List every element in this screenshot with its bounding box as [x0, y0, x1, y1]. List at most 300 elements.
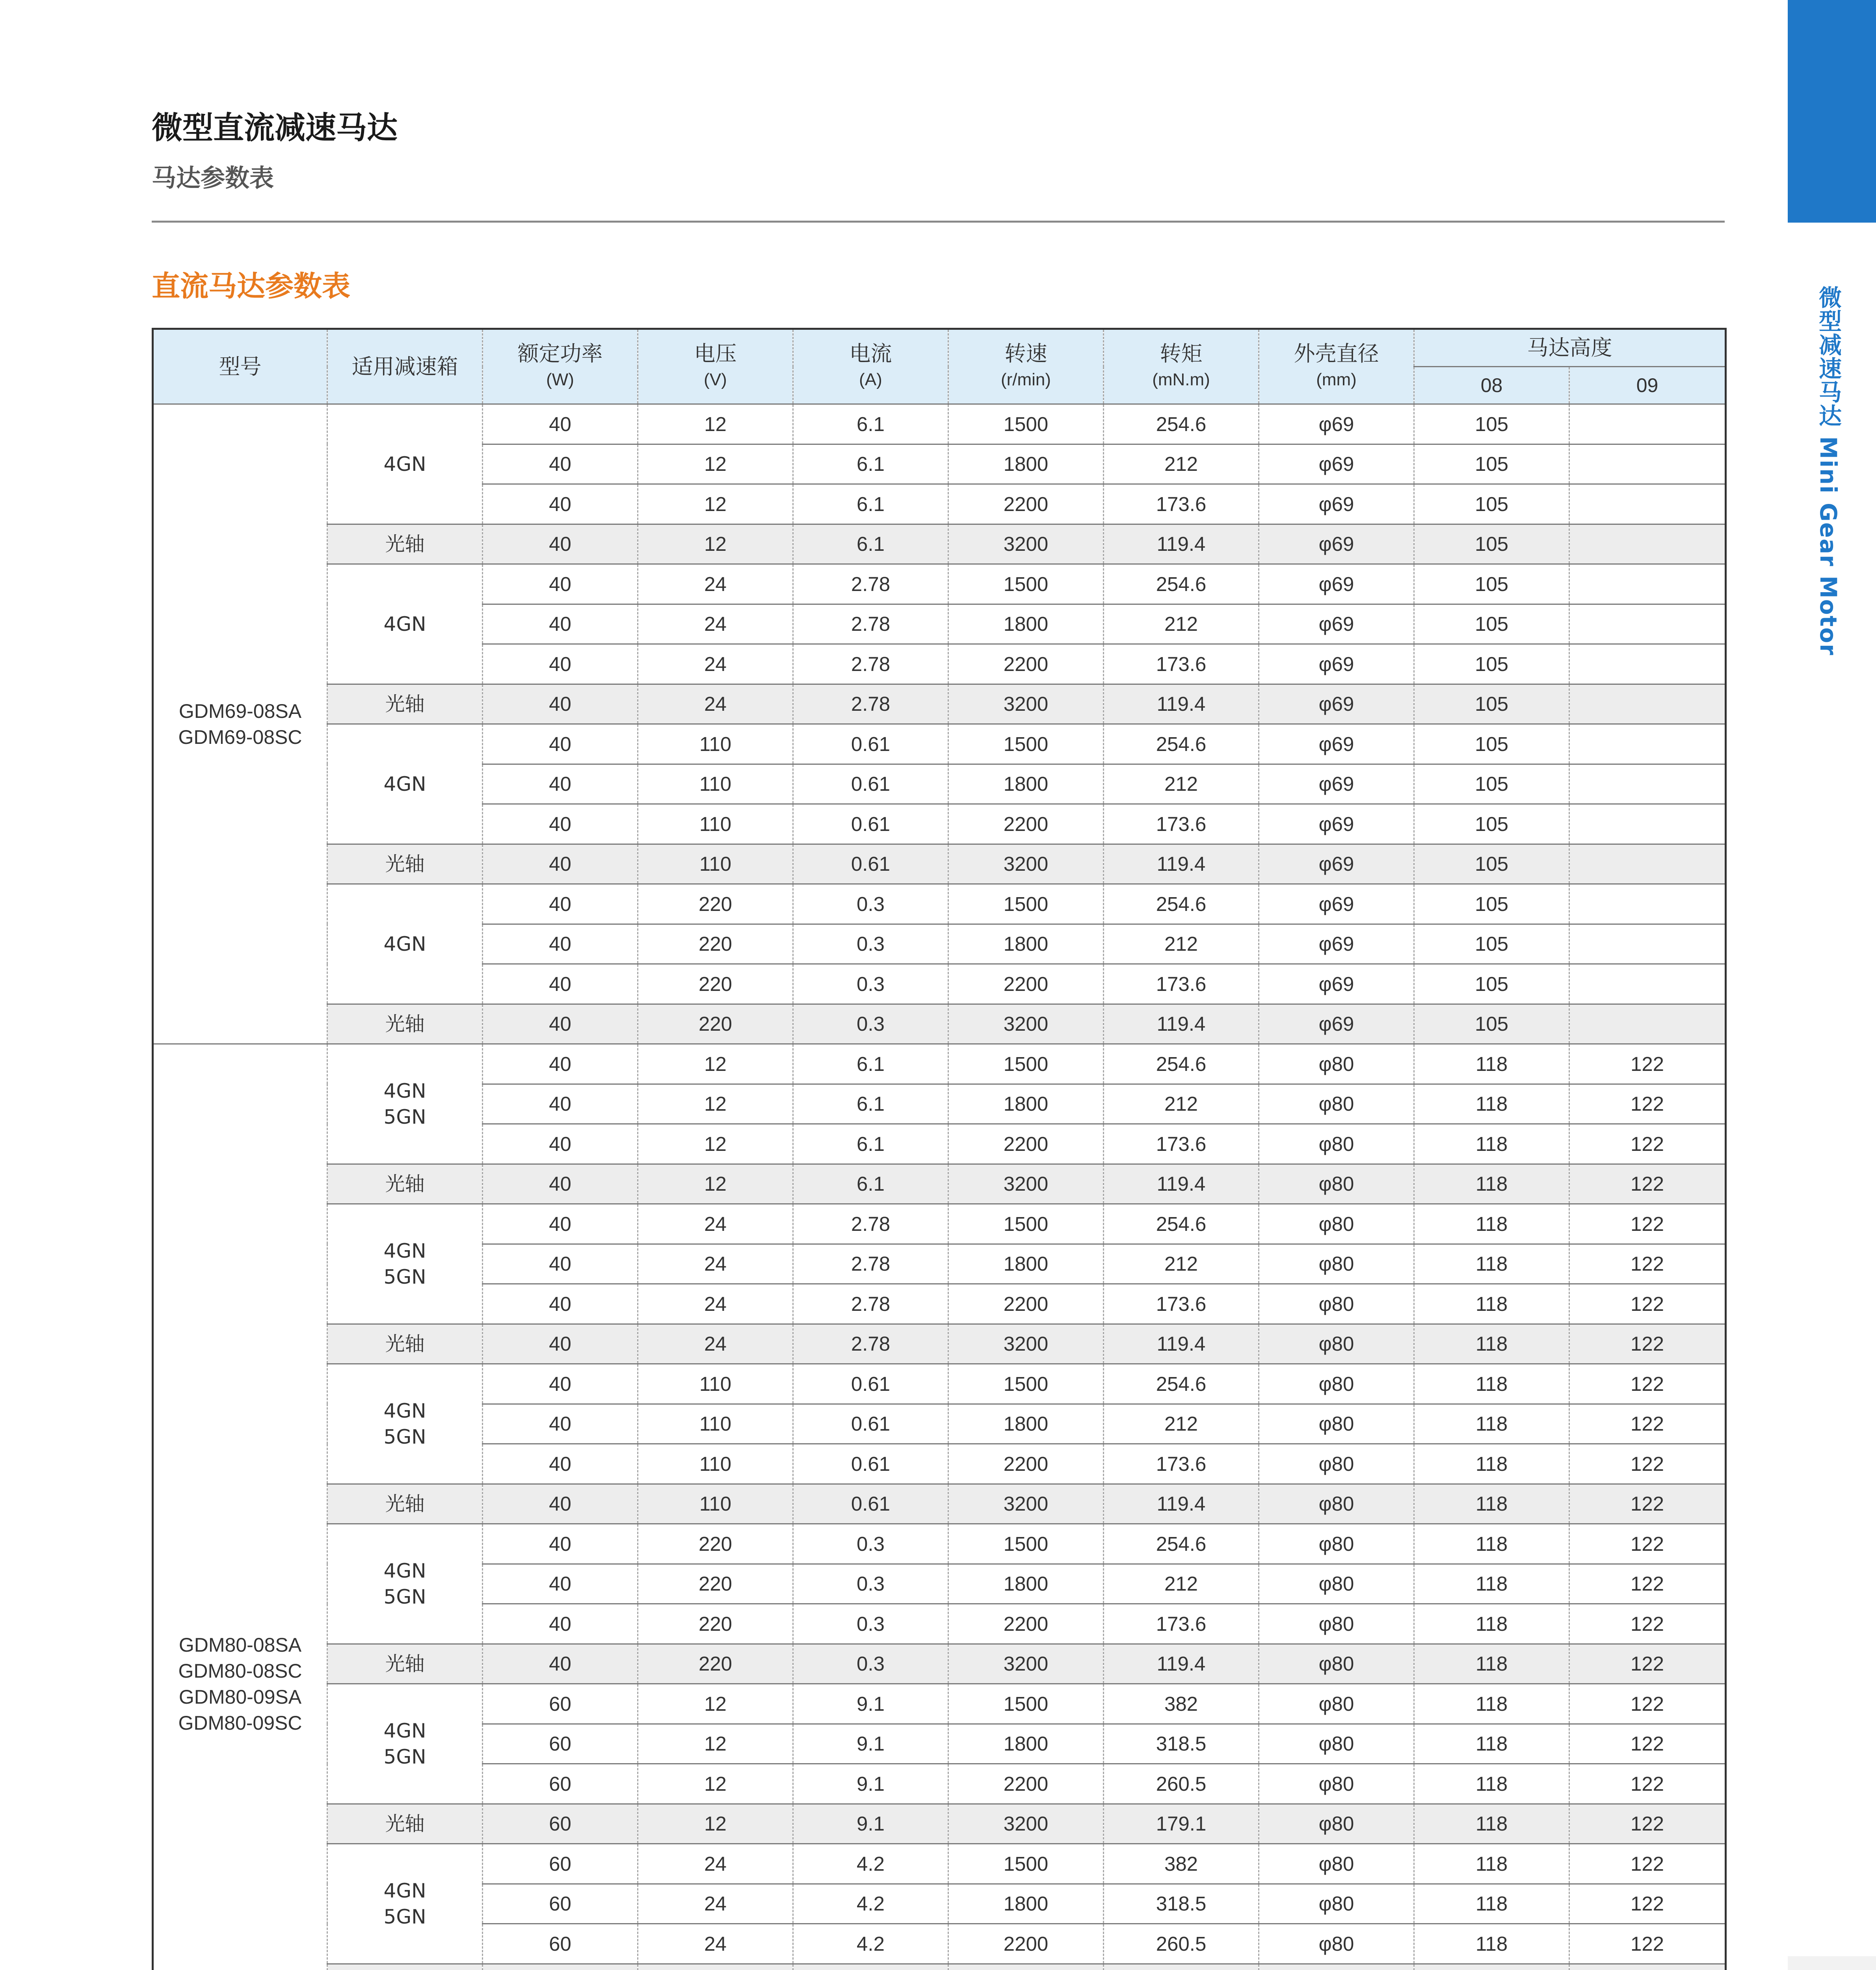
torque-cell: 260.5 — [1104, 1924, 1259, 1964]
voltage-cell: 110 — [638, 764, 793, 804]
power-cell: 40 — [483, 684, 638, 724]
power-cell — [483, 1964, 638, 1970]
table-row — [153, 1484, 1726, 1524]
height-08-cell: 118 — [1414, 1644, 1569, 1684]
current-cell: 6.1 — [793, 1164, 948, 1204]
torque-cell: 254.6 — [1104, 404, 1259, 444]
height-09-cell — [1569, 844, 1726, 884]
torque-cell: 119.4 — [1104, 1164, 1259, 1204]
height-09-cell: 122 — [1569, 1044, 1726, 1084]
diameter-cell: φ69 — [1259, 844, 1414, 884]
height-08-cell: 105 — [1414, 684, 1569, 724]
header-speed-label: 转速 — [1004, 341, 1047, 366]
table-row — [153, 844, 1726, 884]
voltage-cell: 12 — [638, 1084, 793, 1124]
header-voltage — [638, 329, 793, 404]
section-title: 直流马达参数表 — [152, 269, 351, 303]
speed-cell: 1800 — [948, 1884, 1104, 1924]
current-cell: 2.78 — [793, 604, 948, 644]
gearbox-cell: 光轴 — [327, 1644, 483, 1684]
model-cell: GDM69-08SA GDM69-08SC — [153, 404, 327, 1044]
diameter-cell: φ80 — [1259, 1604, 1414, 1644]
current-cell: 6.1 — [793, 484, 948, 524]
current-cell: 0.61 — [793, 724, 948, 764]
height-08-cell: 105 — [1414, 724, 1569, 764]
torque-cell: 254.6 — [1104, 1364, 1259, 1404]
power-cell: 40 — [483, 1404, 638, 1444]
height-08-cell: 105 — [1414, 924, 1569, 964]
torque-cell: 254.6 — [1104, 724, 1259, 764]
current-cell: 6.1 — [793, 1124, 948, 1164]
current-cell: 0.3 — [793, 1644, 948, 1684]
height-08-cell: 118 — [1414, 1804, 1569, 1844]
current-cell: 0.61 — [793, 1364, 948, 1404]
height-08-cell: 105 — [1414, 444, 1569, 484]
height-09-cell: 122 — [1569, 1724, 1726, 1764]
torque-cell: 212 — [1104, 1564, 1259, 1604]
diameter-cell: φ69 — [1259, 924, 1414, 964]
current-cell: 2.78 — [793, 684, 948, 724]
height-08-cell: 118 — [1414, 1084, 1569, 1124]
model-cell: GDM80-08SA GDM80-08SC GDM80-09SA GDM80-09SC — [153, 1044, 327, 1970]
header-voltage-unit: (V) — [704, 370, 727, 389]
height-08-cell: 105 — [1414, 964, 1569, 1004]
height-08-cell: 118 — [1414, 1724, 1569, 1764]
height-08-cell: 105 — [1414, 884, 1569, 924]
diameter-cell: φ69 — [1259, 724, 1414, 764]
speed-cell: 2200 — [948, 964, 1104, 1004]
diameter-cell: φ80 — [1259, 1244, 1414, 1284]
height-08-cell: 118 — [1414, 1164, 1569, 1204]
diameter-cell: φ80 — [1259, 1044, 1414, 1084]
side-gray-band — [1788, 1956, 1876, 1970]
speed-cell: 3200 — [948, 1644, 1104, 1684]
torque-cell: 318.5 — [1104, 1884, 1259, 1924]
height-08-cell: 118 — [1414, 1484, 1569, 1524]
diameter-cell: φ80 — [1259, 1564, 1414, 1604]
power-cell: 40 — [483, 1284, 638, 1324]
voltage-cell: 12 — [638, 484, 793, 524]
diameter-cell: φ69 — [1259, 1004, 1414, 1044]
motor-parameter-table — [152, 328, 1727, 1970]
torque-cell: 212 — [1104, 764, 1259, 804]
power-cell: 40 — [483, 884, 638, 924]
torque-cell: 212 — [1104, 1084, 1259, 1124]
height-08-cell: 118 — [1414, 1404, 1569, 1444]
header-height-08: 08 — [1414, 367, 1569, 404]
speed-cell: 3200 — [948, 1164, 1104, 1204]
header-power-unit: (W) — [546, 370, 574, 389]
voltage-cell: 220 — [638, 1564, 793, 1604]
diameter-cell: φ80 — [1259, 1644, 1414, 1684]
table-row — [153, 1204, 1726, 1244]
speed-cell: 1500 — [948, 1044, 1104, 1084]
height-09-cell: 122 — [1569, 1604, 1726, 1644]
gearbox-cell: 4GN 5GN — [327, 1044, 483, 1164]
table-row — [153, 684, 1726, 724]
header-torque — [1104, 329, 1259, 404]
gearbox-cell: 4GN 5GN — [327, 1524, 483, 1644]
torque-cell: 173.6 — [1104, 1284, 1259, 1324]
torque-cell: 212 — [1104, 1244, 1259, 1284]
gearbox-cell: 4GN 5GN — [327, 1844, 483, 1964]
power-cell: 40 — [483, 644, 638, 684]
torque-cell: 254.6 — [1104, 1044, 1259, 1084]
diameter-cell: φ69 — [1259, 964, 1414, 1004]
height-08-cell: 105 — [1414, 564, 1569, 604]
height-09-cell — [1569, 884, 1726, 924]
voltage-cell: 12 — [638, 404, 793, 444]
height-08-cell: 105 — [1414, 524, 1569, 564]
height-08-cell: 105 — [1414, 484, 1569, 524]
diameter-cell: φ80 — [1259, 1284, 1414, 1324]
table-row — [153, 1324, 1726, 1364]
speed-cell: 1500 — [948, 1524, 1104, 1564]
torque-cell: 254.6 — [1104, 1204, 1259, 1244]
torque-cell: 254.6 — [1104, 1524, 1259, 1564]
current-cell: 2.78 — [793, 644, 948, 684]
speed-cell: 3200 — [948, 1484, 1104, 1524]
voltage-cell: 12 — [638, 524, 793, 564]
speed-cell: 1500 — [948, 884, 1104, 924]
current-cell: 6.1 — [793, 1084, 948, 1124]
height-08-cell: 105 — [1414, 764, 1569, 804]
torque-cell: 212 — [1104, 1404, 1259, 1444]
power-cell: 40 — [483, 1564, 638, 1604]
header-gearbox: 适用减速箱 — [327, 329, 483, 404]
height-08-cell: 118 — [1414, 1124, 1569, 1164]
torque-cell: 212 — [1104, 924, 1259, 964]
side-tab-accent — [1788, 0, 1876, 223]
diameter-cell: φ69 — [1259, 804, 1414, 844]
power-cell: 60 — [483, 1764, 638, 1804]
torque-cell: 119.4 — [1104, 1324, 1259, 1364]
current-cell: 2.78 — [793, 1284, 948, 1324]
current-cell: 6.1 — [793, 404, 948, 444]
diameter-cell: φ80 — [1259, 1524, 1414, 1564]
power-cell: 40 — [483, 444, 638, 484]
height-09-cell: 122 — [1569, 1484, 1726, 1524]
header-current — [793, 329, 948, 404]
header-voltage-label: 电压 — [694, 341, 737, 366]
current-cell: 2.78 — [793, 1204, 948, 1244]
current-cell: 0.3 — [793, 924, 948, 964]
page-title: 微型直流减速马达 — [152, 110, 398, 146]
diameter-cell: φ80 — [1259, 1884, 1414, 1924]
diameter-cell: φ80 — [1259, 1764, 1414, 1804]
diameter-cell: φ69 — [1259, 484, 1414, 524]
diameter-cell: φ69 — [1259, 684, 1414, 724]
height-09-cell: 122 — [1569, 1644, 1726, 1684]
speed-cell: 1500 — [948, 1684, 1104, 1724]
current-cell: 2.78 — [793, 564, 948, 604]
current-cell: 6.1 — [793, 524, 948, 564]
torque-cell: 173.6 — [1104, 484, 1259, 524]
gearbox-cell: 4GN — [327, 564, 483, 684]
speed-cell: 3200 — [948, 1804, 1104, 1844]
height-09-cell — [1569, 444, 1726, 484]
speed-cell: 1800 — [948, 444, 1104, 484]
speed-cell: 3200 — [948, 684, 1104, 724]
voltage-cell: 110 — [638, 1484, 793, 1524]
height-08-cell: 118 — [1414, 1884, 1569, 1924]
height-09-cell — [1569, 1004, 1726, 1044]
gearbox-cell: 4GN — [327, 724, 483, 844]
speed-cell: 2200 — [948, 1444, 1104, 1484]
speed-cell: 3200 — [948, 844, 1104, 884]
torque-cell: 318.5 — [1104, 1724, 1259, 1764]
diameter-cell: φ69 — [1259, 884, 1414, 924]
speed-cell: 1800 — [948, 604, 1104, 644]
power-cell: 40 — [483, 524, 638, 564]
torque-cell: 212 — [1104, 444, 1259, 484]
power-cell: 60 — [483, 1724, 638, 1764]
table-row — [153, 524, 1726, 564]
power-cell: 40 — [483, 844, 638, 884]
voltage-cell: 110 — [638, 1444, 793, 1484]
power-cell: 40 — [483, 1524, 638, 1564]
height-09-cell — [1569, 484, 1726, 524]
speed-cell: 1800 — [948, 924, 1104, 964]
voltage-cell: 220 — [638, 1644, 793, 1684]
current-cell: 0.61 — [793, 1444, 948, 1484]
torque-cell: 119.4 — [1104, 684, 1259, 724]
height-09-cell — [1569, 604, 1726, 644]
torque-cell: 179.1 — [1104, 1804, 1259, 1844]
height-08-cell: 118 — [1414, 1444, 1569, 1484]
voltage-cell: 24 — [638, 1244, 793, 1284]
gearbox-cell: 4GN — [327, 404, 483, 524]
height-09-cell: 122 — [1569, 1244, 1726, 1284]
diameter-cell: φ69 — [1259, 764, 1414, 804]
diameter-cell: φ69 — [1259, 524, 1414, 564]
current-cell: 9.1 — [793, 1764, 948, 1804]
height-08-cell: 118 — [1414, 1684, 1569, 1724]
diameter-cell: φ80 — [1259, 1404, 1414, 1444]
power-cell: 60 — [483, 1884, 638, 1924]
voltage-cell: 24 — [638, 1884, 793, 1924]
torque-cell — [1104, 1964, 1259, 1970]
current-cell: 0.3 — [793, 1524, 948, 1564]
header-height: 马达高度 — [1414, 329, 1726, 367]
torque-cell: 119.4 — [1104, 1004, 1259, 1044]
height-09-cell — [1569, 1964, 1726, 1970]
power-cell: 40 — [483, 1204, 638, 1244]
current-cell: 0.61 — [793, 1404, 948, 1444]
current-cell — [793, 1964, 948, 1970]
table-row — [153, 1364, 1726, 1404]
diameter-cell: φ80 — [1259, 1124, 1414, 1164]
table-row — [153, 884, 1726, 924]
voltage-cell: 24 — [638, 564, 793, 604]
speed-cell — [948, 1964, 1104, 1970]
power-cell: 40 — [483, 1044, 638, 1084]
current-cell: 0.61 — [793, 844, 948, 884]
height-09-cell — [1569, 804, 1726, 844]
voltage-cell: 12 — [638, 1164, 793, 1204]
current-cell: 0.3 — [793, 1004, 948, 1044]
height-09-cell — [1569, 964, 1726, 1004]
power-cell: 40 — [483, 1484, 638, 1524]
header-torque-label: 转矩 — [1160, 341, 1203, 366]
voltage-cell: 12 — [638, 1684, 793, 1724]
power-cell: 40 — [483, 964, 638, 1004]
current-cell: 0.3 — [793, 1604, 948, 1644]
table-row — [153, 1044, 1726, 1084]
height-08-cell: 105 — [1414, 844, 1569, 884]
height-09-cell: 122 — [1569, 1084, 1726, 1124]
table-row — [153, 1964, 1726, 1970]
torque-cell: 173.6 — [1104, 804, 1259, 844]
height-09-cell — [1569, 684, 1726, 724]
current-cell: 0.61 — [793, 1484, 948, 1524]
height-08-cell: 118 — [1414, 1604, 1569, 1644]
table-row — [153, 564, 1726, 604]
speed-cell: 1500 — [948, 724, 1104, 764]
height-09-cell — [1569, 564, 1726, 604]
header-power — [483, 329, 638, 404]
height-09-cell: 122 — [1569, 1284, 1726, 1324]
torque-cell: 212 — [1104, 604, 1259, 644]
height-09-cell — [1569, 724, 1726, 764]
current-cell: 9.1 — [793, 1684, 948, 1724]
speed-cell: 2200 — [948, 1284, 1104, 1324]
power-cell: 40 — [483, 1444, 638, 1484]
speed-cell: 1800 — [948, 1564, 1104, 1604]
height-08-cell: 118 — [1414, 1244, 1569, 1284]
torque-cell: 119.4 — [1104, 1484, 1259, 1524]
voltage-cell: 24 — [638, 1924, 793, 1964]
speed-cell: 3200 — [948, 1324, 1104, 1364]
voltage-cell: 12 — [638, 1724, 793, 1764]
power-cell: 40 — [483, 1644, 638, 1684]
header-divider — [152, 221, 1725, 223]
diameter-cell: φ80 — [1259, 1364, 1414, 1404]
voltage-cell: 220 — [638, 964, 793, 1004]
torque-cell: 254.6 — [1104, 884, 1259, 924]
diameter-cell: φ80 — [1259, 1804, 1414, 1844]
power-cell: 40 — [483, 484, 638, 524]
speed-cell: 1800 — [948, 1404, 1104, 1444]
gearbox-cell: 光轴 — [327, 1804, 483, 1844]
height-08-cell: 118 — [1414, 1764, 1569, 1804]
voltage-cell: 12 — [638, 1764, 793, 1804]
voltage-cell: 110 — [638, 804, 793, 844]
power-cell: 40 — [483, 604, 638, 644]
header-diameter-unit: (mm) — [1316, 370, 1357, 389]
table-row — [153, 1164, 1726, 1204]
power-cell: 60 — [483, 1684, 638, 1724]
table-row — [153, 1844, 1726, 1884]
voltage-cell: 12 — [638, 1124, 793, 1164]
speed-cell: 1800 — [948, 1724, 1104, 1764]
voltage-cell: 24 — [638, 1324, 793, 1364]
torque-cell: 173.6 — [1104, 964, 1259, 1004]
height-09-cell: 122 — [1569, 1804, 1726, 1844]
height-09-cell: 122 — [1569, 1884, 1726, 1924]
diameter-cell: φ80 — [1259, 1484, 1414, 1524]
gearbox-cell: 光轴 — [327, 844, 483, 884]
current-cell: 4.2 — [793, 1844, 948, 1884]
voltage-cell: 110 — [638, 844, 793, 884]
height-08-cell: 118 — [1414, 1844, 1569, 1884]
diameter-cell: φ80 — [1259, 1204, 1414, 1244]
speed-cell: 1500 — [948, 564, 1104, 604]
current-cell: 6.1 — [793, 444, 948, 484]
current-cell: 0.61 — [793, 764, 948, 804]
height-09-cell — [1569, 404, 1726, 444]
power-cell: 40 — [483, 924, 638, 964]
header-diameter-label: 外壳直径 — [1294, 341, 1379, 366]
torque-cell: 119.4 — [1104, 1644, 1259, 1684]
voltage-cell: 110 — [638, 1404, 793, 1444]
height-09-cell: 122 — [1569, 1444, 1726, 1484]
height-09-cell — [1569, 924, 1726, 964]
gearbox-cell — [327, 1964, 483, 1970]
current-cell: 2.78 — [793, 1324, 948, 1364]
header-speed-unit: (r/min) — [1000, 370, 1051, 389]
speed-cell: 1800 — [948, 1084, 1104, 1124]
table-row — [153, 404, 1726, 444]
height-09-cell: 122 — [1569, 1364, 1726, 1404]
current-cell: 2.78 — [793, 1244, 948, 1284]
power-cell: 40 — [483, 1364, 638, 1404]
gearbox-cell: 4GN 5GN — [327, 1204, 483, 1324]
current-cell: 4.2 — [793, 1924, 948, 1964]
diameter-cell: φ80 — [1259, 1924, 1414, 1964]
power-cell: 40 — [483, 764, 638, 804]
voltage-cell: 24 — [638, 1204, 793, 1244]
header-speed — [948, 329, 1104, 404]
height-09-cell: 122 — [1569, 1204, 1726, 1244]
height-09-cell: 122 — [1569, 1404, 1726, 1444]
torque-cell: 173.6 — [1104, 1604, 1259, 1644]
speed-cell: 3200 — [948, 524, 1104, 564]
torque-cell: 119.4 — [1104, 844, 1259, 884]
voltage-cell: 220 — [638, 924, 793, 964]
gearbox-cell: 4GN 5GN — [327, 1684, 483, 1804]
power-cell: 60 — [483, 1844, 638, 1884]
power-cell: 60 — [483, 1924, 638, 1964]
header-torque-unit: (mN.m) — [1152, 370, 1210, 389]
table-row — [153, 724, 1726, 764]
diameter-cell: φ80 — [1259, 1084, 1414, 1124]
height-09-cell — [1569, 644, 1726, 684]
speed-cell: 2200 — [948, 1604, 1104, 1644]
current-cell: 0.3 — [793, 1564, 948, 1604]
power-cell: 40 — [483, 1084, 638, 1124]
height-09-cell: 122 — [1569, 1844, 1726, 1884]
voltage-cell: 12 — [638, 1044, 793, 1084]
speed-cell: 2200 — [948, 1764, 1104, 1804]
header-power-label: 额定功率 — [517, 341, 603, 366]
gearbox-cell: 光轴 — [327, 1484, 483, 1524]
voltage-cell: 220 — [638, 1604, 793, 1644]
speed-cell: 2200 — [948, 804, 1104, 844]
power-cell: 40 — [483, 1324, 638, 1364]
diameter-cell: φ80 — [1259, 1324, 1414, 1364]
voltage-cell: 24 — [638, 604, 793, 644]
diameter-cell: φ80 — [1259, 1444, 1414, 1484]
diameter-cell: φ80 — [1259, 1164, 1414, 1204]
voltage-cell: 110 — [638, 724, 793, 764]
diameter-cell: φ80 — [1259, 1684, 1414, 1724]
speed-cell: 1500 — [948, 404, 1104, 444]
header-current-unit: (A) — [859, 370, 882, 389]
table-row — [153, 1684, 1726, 1724]
speed-cell: 2200 — [948, 644, 1104, 684]
voltage-cell: 110 — [638, 1364, 793, 1404]
